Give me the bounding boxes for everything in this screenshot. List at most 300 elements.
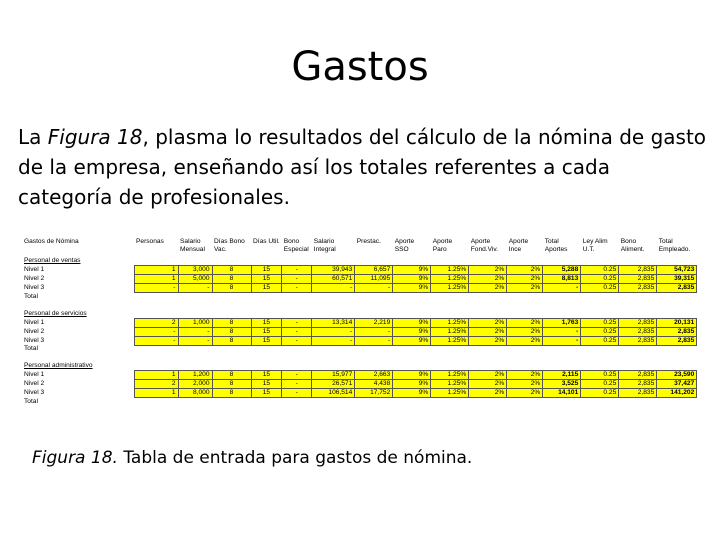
table-cell: 1.25%	[431, 275, 469, 284]
column-header: Días Util.	[253, 238, 280, 245]
empty-cell	[657, 254, 697, 266]
table-row	[22, 389, 697, 398]
empty-cell	[312, 359, 355, 371]
empty-cell	[251, 359, 282, 371]
table-cell: 37,427	[657, 380, 697, 389]
empty-cell	[178, 359, 212, 371]
table-cell: 2%	[469, 371, 507, 380]
empty-cell	[134, 254, 178, 266]
table-cell: 8,813	[543, 275, 581, 284]
column-subheader	[22, 246, 134, 254]
row-label: Nivel 2	[24, 275, 45, 282]
column-subheader	[355, 246, 393, 254]
empty-cell	[581, 293, 619, 307]
empty-cell	[581, 398, 619, 412]
empty-cell	[134, 307, 178, 319]
column-subheader	[134, 246, 178, 254]
table-cell: 9%	[393, 318, 431, 327]
table-cell: 9%	[393, 380, 431, 389]
empty-cell	[657, 398, 697, 412]
table-row	[22, 284, 697, 293]
section-label: Personal de ventas	[24, 257, 81, 265]
table-cell: 9%	[393, 266, 431, 275]
table-cell: 8,000	[178, 389, 212, 398]
column-subheader: Ince	[508, 246, 522, 253]
table-cell: 2,835	[619, 284, 657, 293]
table-cell: 1.25%	[431, 336, 469, 345]
empty-cell	[619, 345, 657, 359]
column-header: Total	[544, 238, 559, 245]
empty-cell	[282, 254, 312, 266]
table-cell: 2%	[507, 336, 543, 345]
empty-cell	[581, 254, 619, 266]
table-cell: 1.25%	[431, 284, 469, 293]
table-cell: -	[312, 336, 355, 345]
empty-cell	[212, 345, 251, 359]
table-cell: 2%	[507, 284, 543, 293]
empty-cell	[251, 307, 282, 319]
section-label: Personal de servicios	[24, 309, 87, 317]
table-cell: 141,202	[657, 389, 697, 398]
column-subheader: Fond.Viv.	[470, 246, 498, 253]
column-header: Aporte	[394, 238, 415, 245]
table-cell: 8	[212, 266, 251, 275]
table-cell: 20,131	[657, 318, 697, 327]
empty-cell	[134, 398, 178, 412]
table-row	[22, 318, 697, 327]
table-row	[22, 275, 697, 284]
empty-cell	[543, 307, 581, 319]
table-cell: 1.25%	[431, 371, 469, 380]
table-cell: 2,835	[619, 327, 657, 336]
table-cell: 3,525	[543, 380, 581, 389]
table-cell: -	[282, 336, 312, 345]
empty-cell	[212, 293, 251, 307]
empty-cell	[581, 359, 619, 371]
table-cell: 2%	[469, 275, 507, 284]
row-label: Nivel 1	[24, 371, 45, 378]
empty-cell	[282, 359, 312, 371]
column-subheader: Aportes	[544, 246, 568, 253]
empty-cell	[581, 345, 619, 359]
section-row	[22, 254, 697, 266]
table-cell: 1	[134, 275, 178, 284]
column-subheader: Aliment.	[620, 246, 645, 253]
column-header: Bono	[283, 238, 300, 245]
header-row-1	[22, 238, 697, 246]
table-cell: 2	[134, 380, 178, 389]
empty-cell	[282, 345, 312, 359]
table-cell: 2%	[469, 380, 507, 389]
header-row-2	[22, 246, 697, 254]
empty-cell	[312, 307, 355, 319]
table-cell: 2%	[507, 389, 543, 398]
empty-cell	[431, 398, 469, 412]
table-cell: 2,835	[619, 371, 657, 380]
empty-cell	[178, 307, 212, 319]
table-cell: 2%	[507, 275, 543, 284]
column-header: Salario	[180, 238, 201, 245]
column-subheader: SSO	[394, 246, 409, 253]
table-cell: 1,000	[178, 318, 212, 327]
table-cell: 1.25%	[431, 318, 469, 327]
table-cell: -	[355, 284, 393, 293]
empty-cell	[431, 293, 469, 307]
empty-cell	[282, 398, 312, 412]
table-cell: 9%	[393, 284, 431, 293]
column-header: Gastos de Nómina	[24, 238, 79, 245]
table-cell: 2%	[469, 266, 507, 275]
column-header: Prestac.	[356, 238, 381, 245]
empty-cell	[251, 398, 282, 412]
paragraph-text: , plasma lo resultados del cálculo de la nómina de gasto de la empresa, enseñando así los totales referentes a cada categoría de profesionales.	[18, 125, 707, 209]
table-cell: 8	[212, 371, 251, 380]
table-row	[22, 327, 697, 336]
table-cell: 0.25	[581, 371, 619, 380]
table-cell: -	[134, 284, 178, 293]
table-cell: 8	[212, 327, 251, 336]
table-cell: 1.25%	[431, 380, 469, 389]
table-cell: -	[543, 336, 581, 345]
total-row	[22, 293, 697, 307]
table-cell: 11,095	[355, 275, 393, 284]
empty-cell	[543, 293, 581, 307]
slide-title: Gastos	[291, 44, 429, 90]
total-row	[22, 345, 697, 359]
table-cell: -	[134, 327, 178, 336]
empty-cell	[431, 307, 469, 319]
table-cell: 1.25%	[431, 389, 469, 398]
empty-cell	[312, 254, 355, 266]
table-cell: 1,200	[178, 371, 212, 380]
empty-cell	[543, 359, 581, 371]
table-cell: 1.25%	[431, 327, 469, 336]
empty-cell	[251, 254, 282, 266]
table-cell: 39,943	[312, 266, 355, 275]
empty-cell	[355, 345, 393, 359]
empty-cell	[507, 359, 543, 371]
empty-cell	[543, 345, 581, 359]
table-cell: -	[282, 371, 312, 380]
figure-reference: Figura 18	[47, 125, 143, 149]
table-cell: 9%	[393, 389, 431, 398]
table-cell: 2,835	[619, 389, 657, 398]
empty-cell	[134, 345, 178, 359]
column-subheader: U.T.	[582, 246, 595, 253]
payroll-table-figure	[22, 238, 720, 428]
empty-cell	[657, 307, 697, 319]
table-cell: 15	[251, 275, 282, 284]
table-cell: 5,000	[178, 275, 212, 284]
empty-cell	[657, 293, 697, 307]
empty-cell	[657, 345, 697, 359]
empty-cell	[312, 398, 355, 412]
table-cell: -	[178, 327, 212, 336]
table-cell: 2%	[469, 389, 507, 398]
table-cell: 9%	[393, 275, 431, 284]
table-cell: -	[282, 275, 312, 284]
intro-paragraph	[18, 122, 708, 212]
column-header: Total	[658, 238, 673, 245]
row-label: Nivel 1	[24, 318, 45, 326]
table-row	[22, 336, 697, 345]
table-cell: 2%	[469, 284, 507, 293]
table-cell: 23,590	[657, 371, 697, 380]
total-label: Total	[24, 397, 38, 405]
table-cell: 2,000	[178, 380, 212, 389]
table-row	[22, 380, 697, 389]
table-cell: 0.25	[581, 380, 619, 389]
empty-cell	[657, 359, 697, 371]
empty-cell	[393, 345, 431, 359]
table-cell: 2%	[507, 327, 543, 336]
row-label: Nivel 2	[24, 380, 45, 387]
empty-cell	[178, 293, 212, 307]
table-cell: 15	[251, 380, 282, 389]
table-cell: 15	[251, 389, 282, 398]
empty-cell	[393, 359, 431, 371]
empty-cell	[393, 307, 431, 319]
table-cell: 1	[134, 389, 178, 398]
total-label: Total	[24, 345, 38, 352]
table-cell: -	[355, 327, 393, 336]
table-cell: -	[312, 284, 355, 293]
total-row	[22, 398, 697, 412]
table-cell: -	[282, 327, 312, 336]
table-cell: 1	[134, 266, 178, 275]
table-cell: 2,835	[619, 380, 657, 389]
empty-cell	[212, 398, 251, 412]
empty-cell	[619, 359, 657, 371]
table-cell: 2,835	[619, 275, 657, 284]
empty-cell	[134, 293, 178, 307]
table-cell: 0.25	[581, 336, 619, 345]
table-cell: 13,314	[312, 318, 355, 327]
caption-text: Tabla de entrada para gastos de nómina.	[117, 448, 473, 468]
row-label: Nivel 2	[24, 327, 45, 335]
column-subheader: Paro	[432, 246, 447, 253]
empty-cell	[507, 307, 543, 319]
table-cell: 26,571	[312, 380, 355, 389]
empty-cell	[178, 398, 212, 412]
table-cell: 2%	[469, 336, 507, 345]
table-row	[22, 371, 697, 380]
table-cell: 2,115	[543, 371, 581, 380]
table-cell: 1.25%	[431, 266, 469, 275]
table-cell: 6,657	[355, 266, 393, 275]
empty-cell	[134, 359, 178, 371]
table-row	[22, 266, 697, 275]
table-cell: 15	[251, 318, 282, 327]
section-row	[22, 307, 697, 319]
column-header: Personas	[136, 238, 164, 245]
table-cell: -	[543, 327, 581, 336]
column-header: Bono	[620, 238, 637, 245]
table-cell: 8	[212, 336, 251, 345]
empty-cell	[393, 398, 431, 412]
table-cell: 5,288	[543, 266, 581, 275]
table-cell: 15	[251, 284, 282, 293]
empty-cell	[212, 359, 251, 371]
empty-cell	[312, 345, 355, 359]
table-cell: 2,835	[657, 336, 697, 345]
table-cell: 0.25	[581, 327, 619, 336]
table-cell: 2,835	[657, 284, 697, 293]
table-cell: 2,835	[619, 266, 657, 275]
column-header: Días Bono	[214, 238, 245, 245]
table-cell: 8	[212, 380, 251, 389]
table-cell: 0.25	[581, 389, 619, 398]
table-cell: -	[282, 284, 312, 293]
empty-cell	[393, 254, 431, 266]
table-cell: 2,219	[355, 318, 393, 327]
table-cell: 17,752	[355, 389, 393, 398]
empty-cell	[543, 254, 581, 266]
table-cell: 8	[212, 284, 251, 293]
total-label: Total	[24, 292, 38, 300]
table-cell: -	[312, 327, 355, 336]
empty-cell	[282, 307, 312, 319]
table-cell: -	[543, 284, 581, 293]
empty-cell	[507, 293, 543, 307]
table-cell: 2	[134, 318, 178, 327]
table-cell: 9%	[393, 371, 431, 380]
paragraph-prefix: La	[18, 125, 48, 149]
empty-cell	[469, 398, 507, 412]
table-cell: 2%	[507, 380, 543, 389]
table-cell: 2,835	[657, 327, 697, 336]
table-cell: 9%	[393, 336, 431, 345]
empty-cell	[393, 293, 431, 307]
table-cell: 3,000	[178, 266, 212, 275]
empty-cell	[355, 293, 393, 307]
table-cell: 0.25	[581, 284, 619, 293]
empty-cell	[355, 254, 393, 266]
section-row	[22, 359, 697, 371]
table-cell: 15	[251, 327, 282, 336]
table-cell: -	[178, 284, 212, 293]
table-body	[22, 254, 697, 412]
table-cell: -	[282, 266, 312, 275]
table-cell: 2%	[507, 266, 543, 275]
table-cell: 60,571	[312, 275, 355, 284]
table-cell: 8	[212, 275, 251, 284]
empty-cell	[431, 254, 469, 266]
empty-cell	[312, 293, 355, 307]
column-header: Ley Alim	[582, 238, 608, 245]
empty-cell	[507, 345, 543, 359]
table-cell: 14,101	[543, 389, 581, 398]
table-cell: 8	[212, 389, 251, 398]
empty-cell	[619, 293, 657, 307]
table-cell: 2%	[507, 318, 543, 327]
table-cell: 2%	[469, 318, 507, 327]
empty-cell	[619, 307, 657, 319]
caption-figure-label: Figura 18.	[32, 448, 118, 468]
empty-cell	[507, 254, 543, 266]
table-cell: 15,977	[312, 371, 355, 380]
table-cell: 15	[251, 336, 282, 345]
table-cell: 2,663	[355, 371, 393, 380]
empty-cell	[251, 293, 282, 307]
empty-cell	[212, 307, 251, 319]
table-cell: -	[355, 336, 393, 345]
empty-cell	[581, 307, 619, 319]
empty-cell	[469, 293, 507, 307]
empty-cell	[469, 359, 507, 371]
table-cell: 15	[251, 266, 282, 275]
empty-cell	[178, 345, 212, 359]
table-cell: -	[282, 318, 312, 327]
empty-cell	[507, 398, 543, 412]
table-cell: 1	[134, 371, 178, 380]
row-label: Nivel 3	[24, 284, 45, 291]
column-header: Salario	[313, 238, 335, 245]
empty-cell	[251, 345, 282, 359]
column-header: Aporte	[432, 238, 453, 245]
table-cell: 54,723	[657, 266, 697, 275]
table-cell: 1,763	[543, 318, 581, 327]
payroll-table	[22, 238, 697, 412]
empty-cell	[431, 359, 469, 371]
table-cell: 2,835	[619, 318, 657, 327]
table-cell: 8	[212, 318, 251, 327]
table-cell: 2%	[507, 371, 543, 380]
column-subheader: Integral	[313, 246, 336, 253]
row-label: Nivel 3	[24, 336, 45, 344]
empty-cell	[469, 254, 507, 266]
column-subheader	[251, 246, 282, 254]
column-subheader: Vac.	[214, 246, 227, 253]
empty-cell	[355, 398, 393, 412]
table-cell: -	[178, 336, 212, 345]
section-label: Personal administrativo	[24, 362, 93, 370]
empty-cell	[431, 345, 469, 359]
table-cell: -	[134, 336, 178, 345]
empty-cell	[282, 293, 312, 307]
table-cell: 2,835	[619, 336, 657, 345]
column-subheader: Empleado.	[658, 246, 691, 253]
table-cell: 106,514	[312, 389, 355, 398]
table-cell: -	[282, 389, 312, 398]
empty-cell	[212, 254, 251, 266]
empty-cell	[543, 398, 581, 412]
empty-cell	[355, 359, 393, 371]
empty-cell	[178, 254, 212, 266]
table-cell: 4,438	[355, 380, 393, 389]
empty-cell	[619, 254, 657, 266]
table-cell: 0.25	[581, 275, 619, 284]
figure-caption	[32, 448, 472, 468]
column-header: Aporte	[470, 238, 491, 245]
table-cell: 9%	[393, 327, 431, 336]
table-cell: 2%	[469, 327, 507, 336]
table-cell: 0.25	[581, 318, 619, 327]
column-subheader: Mensual	[180, 246, 205, 253]
row-label: Nivel 1	[24, 266, 45, 273]
empty-cell	[469, 307, 507, 319]
table-cell: 15	[251, 371, 282, 380]
empty-cell	[619, 398, 657, 412]
table-cell: 39,315	[657, 275, 697, 284]
empty-cell	[469, 345, 507, 359]
row-label: Nivel 3	[24, 389, 45, 396]
column-subheader: Especial	[283, 246, 309, 253]
empty-cell	[355, 307, 393, 319]
column-header: Aporte	[508, 238, 529, 245]
table-cell: -	[282, 380, 312, 389]
table-cell: 0.25	[581, 266, 619, 275]
